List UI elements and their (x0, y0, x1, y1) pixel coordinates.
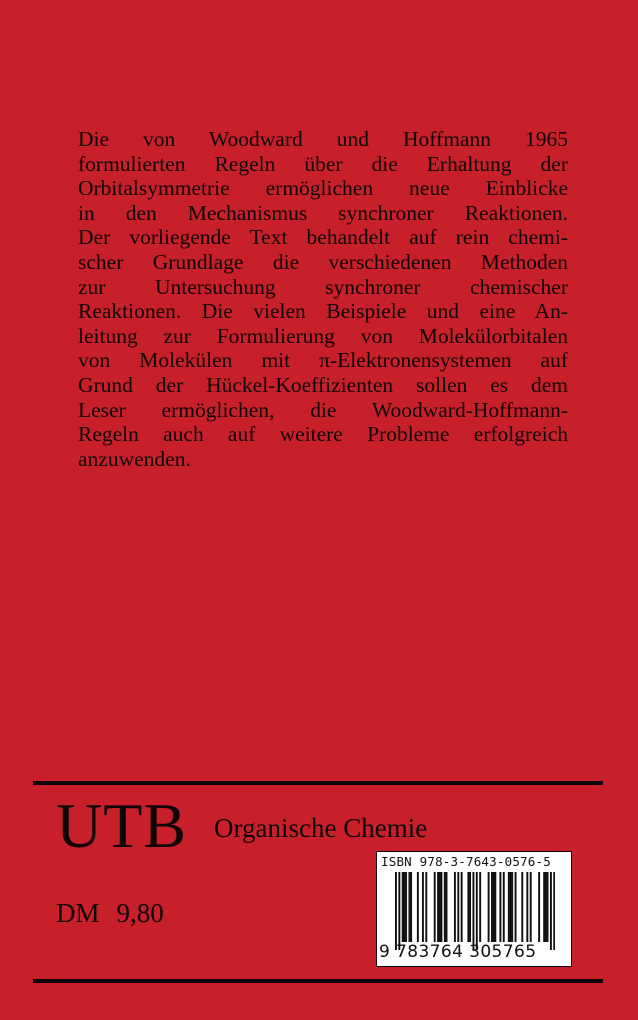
description-line: leitung zur Formulierung von Molekülorbitalen (78, 323, 568, 348)
barcode-bar (403, 872, 405, 942)
barcode-bar (511, 872, 513, 942)
barcode-bar (521, 872, 523, 942)
barcode-bar (479, 872, 481, 942)
barcode-bar (444, 872, 446, 942)
barcode-bar (454, 872, 456, 942)
barcode-bar (515, 872, 517, 942)
barcode-bar (439, 872, 441, 942)
barcode-bar (461, 872, 463, 942)
description-line: Reaktionen. Die vielen Beispiele und eine An- (78, 299, 568, 324)
description-line: zur Untersuchung synchroner chemischer (78, 274, 568, 299)
barcode-bar (494, 872, 496, 942)
isbn-label: ISBN 978-3-7643-0576-5 (381, 854, 551, 869)
barcode-bar (550, 872, 552, 950)
barcode-bar (467, 872, 469, 942)
price (56, 897, 164, 929)
description-line: scher Grundlage die verschiedenen Methoden (78, 249, 568, 274)
description-line: Grund der Hückel-Koeffizienten sollen es dem (78, 372, 568, 397)
barcode-bar (417, 872, 419, 942)
barcode-bar (526, 872, 528, 942)
barcode-bar (472, 872, 474, 950)
bottom-divider (33, 979, 603, 983)
price-currency: DM (56, 898, 100, 928)
barcode-bar (488, 872, 490, 942)
description-line: anzuwenden. (78, 446, 191, 471)
barcode-bar (543, 872, 545, 942)
barcode-bar (402, 872, 404, 942)
description-line: Die von Woodward und Hoffmann 1965 (78, 127, 568, 151)
barcode-bar (476, 872, 478, 950)
description-line: Orbitalsymmetrie ermöglichen neue Einblicke (78, 176, 568, 201)
barcode-bar (553, 872, 555, 950)
barcode-bar (499, 872, 501, 942)
description-line: in den Mechanismus synchroner Reaktionen. (78, 200, 568, 225)
barcode-bar (491, 872, 493, 942)
description-text (78, 127, 568, 471)
barcode-bar (510, 872, 512, 942)
barcode-bar (469, 872, 471, 942)
description-line: Leser ermöglichen, die Woodward-Hoffmann- (78, 397, 568, 422)
barcode-bar (398, 872, 400, 950)
barcode-bar (457, 872, 459, 942)
barcode-bar (434, 872, 436, 942)
barcode-bar (508, 872, 510, 942)
barcode-bar (437, 872, 439, 942)
top-divider (33, 781, 603, 785)
barcode-bar (408, 872, 410, 942)
description-line: Der vorliegende Text behandelt auf rein chemi- (78, 225, 568, 250)
barcode-bar (425, 872, 427, 942)
barcode-bar (545, 872, 547, 942)
barcode-bar (493, 872, 495, 942)
barcode-bar (530, 872, 532, 942)
description-line: formulierten Regeln über die Erhaltung der (78, 151, 568, 176)
ean-digits: 9 783764 305765 (379, 942, 537, 962)
barcode-bar (395, 872, 397, 950)
publisher-logo: UTB (56, 790, 187, 861)
barcode-bar (405, 872, 407, 942)
barcode-bar (422, 872, 424, 942)
description-line: von Molekülen mit π-Elektronensystemen auf (78, 348, 568, 373)
description-line: Regeln auch auf weitere Probleme erfolgreich (78, 422, 568, 447)
barcode-bar (538, 872, 540, 942)
barcode-bar (503, 872, 505, 942)
barcode-bars-icon (395, 872, 555, 950)
barcode-bar (440, 872, 442, 942)
series-title: Organische Chemie (214, 813, 428, 843)
barcode-bar (446, 872, 448, 942)
isbn-barcode (376, 851, 572, 967)
barcode-bar (547, 872, 549, 942)
price-amount: 9,80 (116, 898, 164, 928)
barcode-bar (410, 872, 412, 942)
